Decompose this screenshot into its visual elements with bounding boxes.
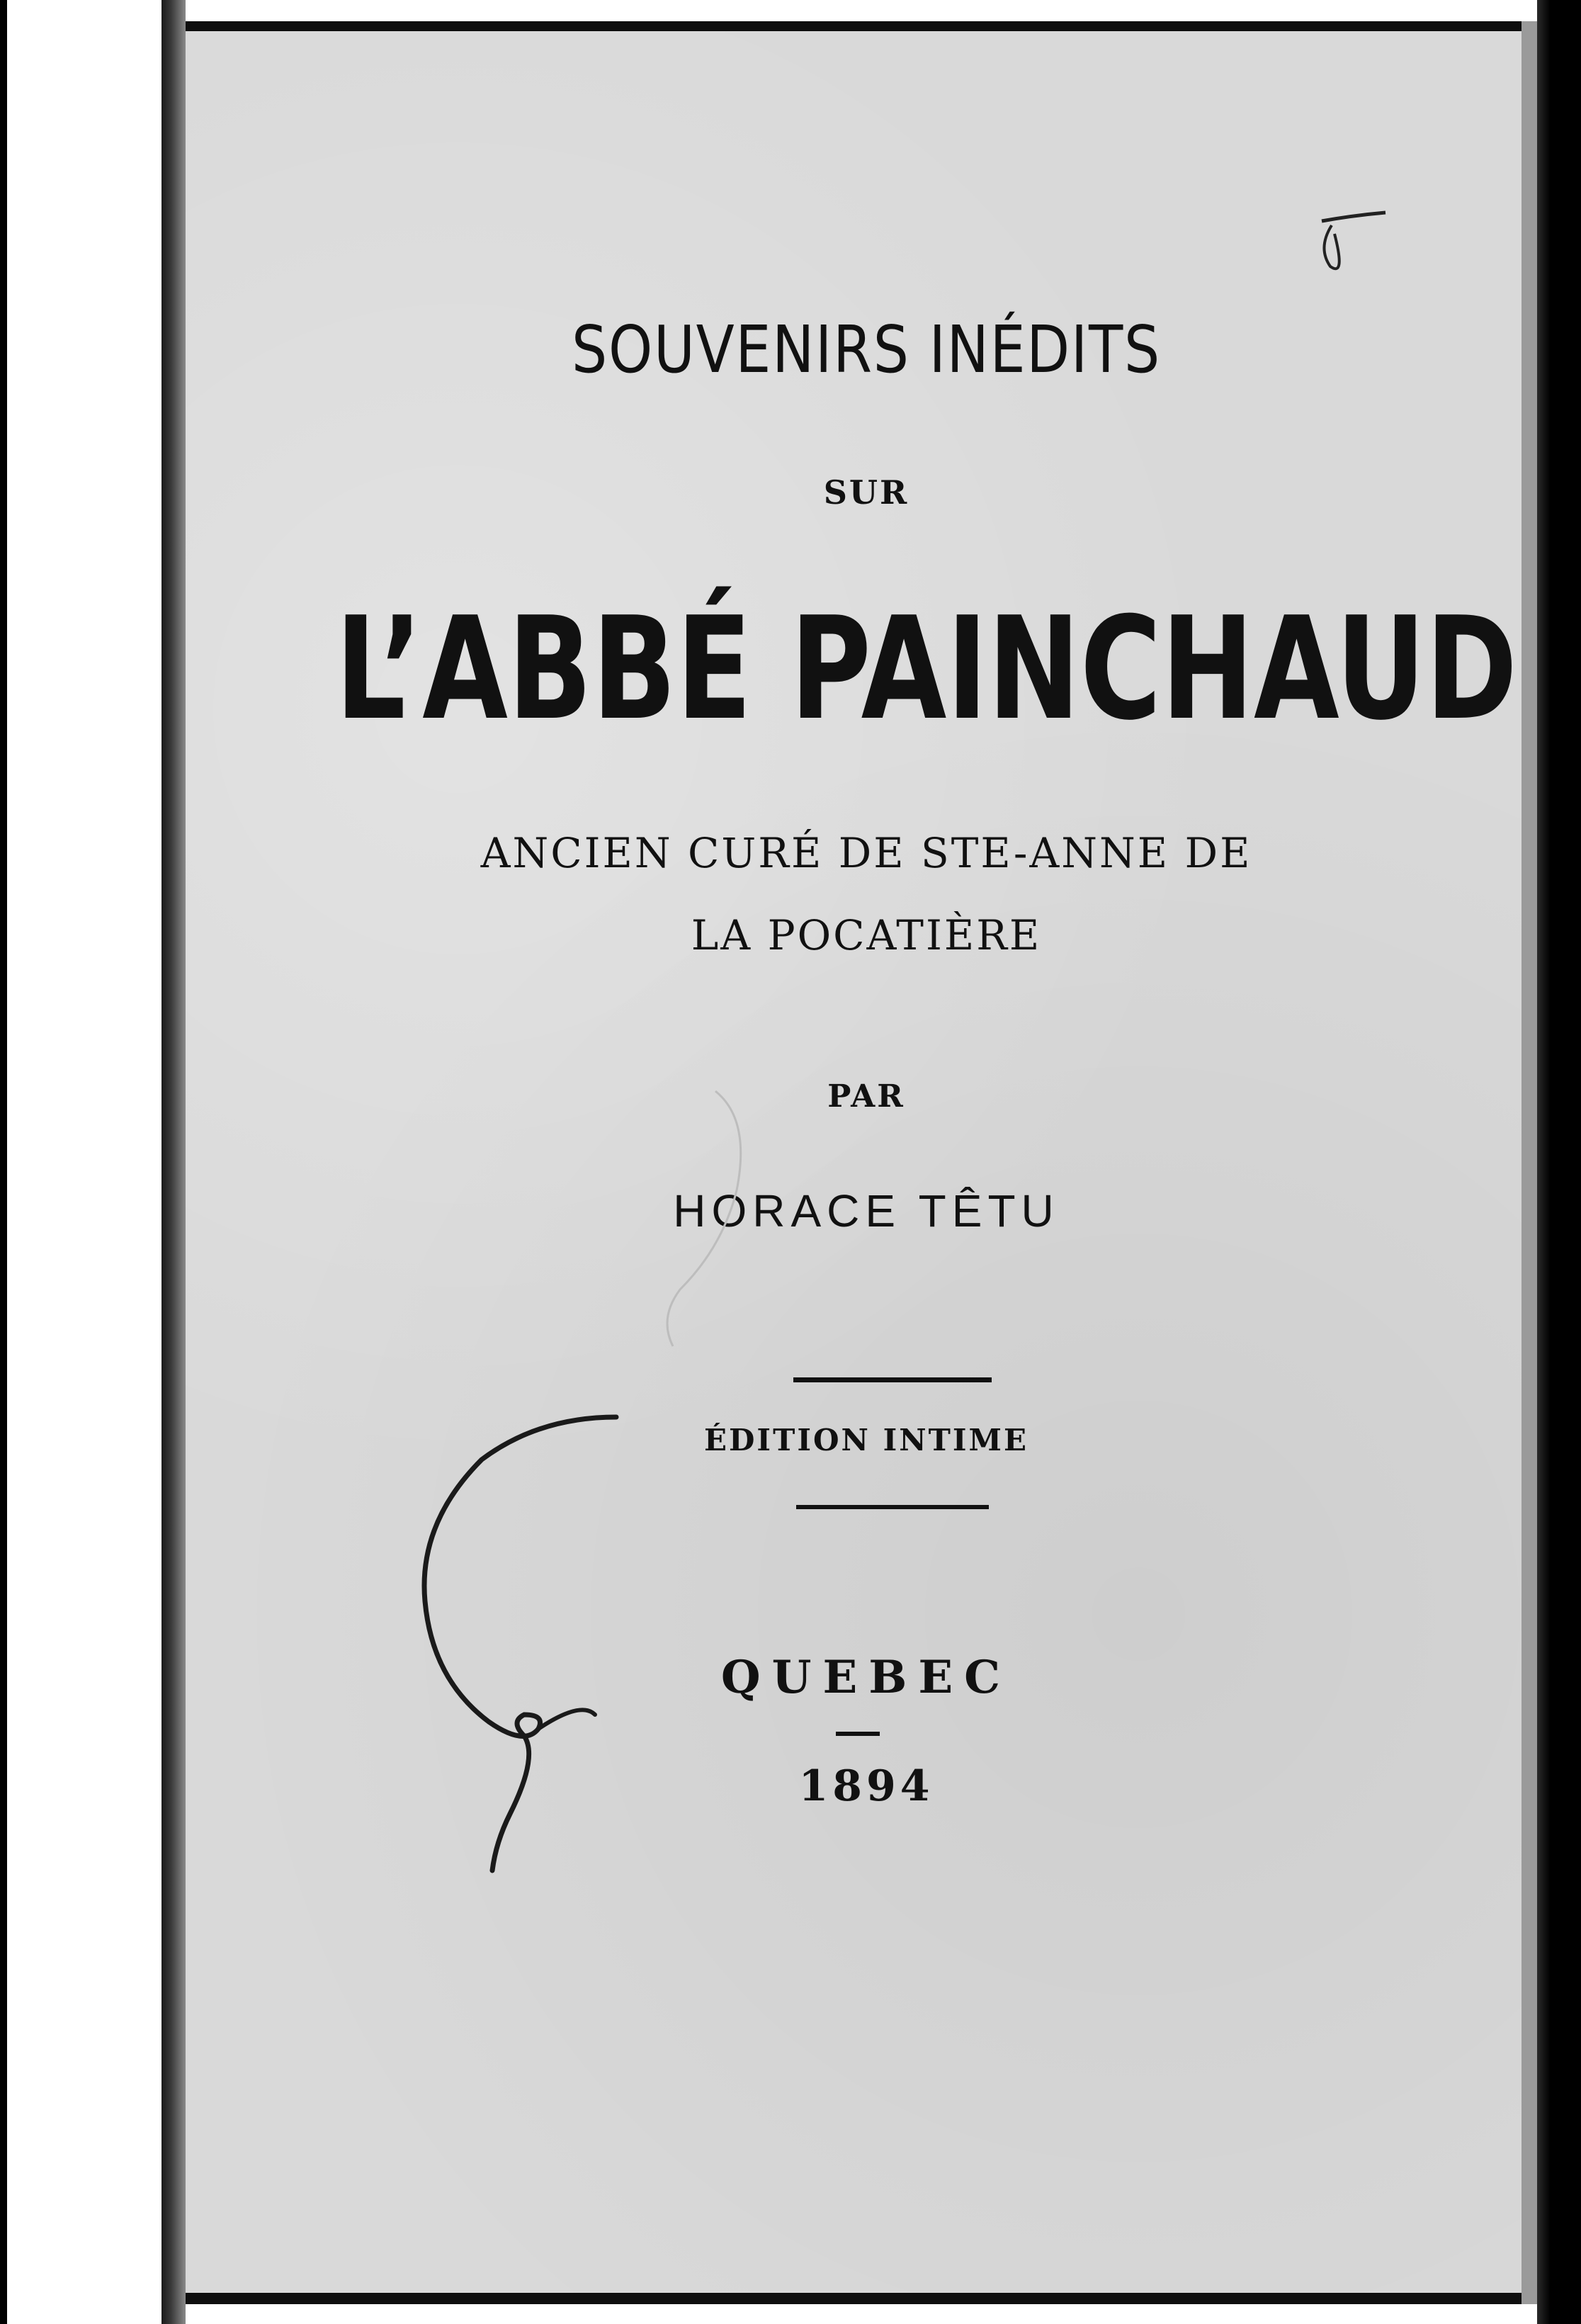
right-dark-edge	[1537, 0, 1581, 2324]
author-name: HORACE TÊTU	[673, 1185, 1060, 1236]
subtitle-line-2: LA POCATIÈRE	[691, 911, 1042, 959]
publication-place: QUEBEC	[720, 1651, 1012, 1704]
main-title: L’ABBÉ PAINCHAUD	[335, 587, 1518, 752]
title-line-souvenirs: SOUVENIRS INÉDITS	[572, 312, 1161, 388]
page-edge-gray	[1522, 21, 1537, 2304]
edition-label: ÉDITION INTIME	[703, 1423, 1029, 1457]
left-edge-line	[0, 0, 7, 2324]
binding-shadow	[162, 0, 186, 2324]
divider-dash	[836, 1732, 880, 1736]
title-line-sur: SUR	[823, 473, 910, 512]
divider-rule-bottom	[796, 1505, 989, 1509]
by-line-par: PAR	[827, 1078, 905, 1115]
binding-margin	[0, 0, 163, 2324]
subtitle-line-1: ANCIEN CURÉ DE STE-ANNE DE	[480, 829, 1252, 877]
divider-rule-top	[793, 1377, 992, 1382]
publication-year: 1894	[798, 1761, 934, 1811]
